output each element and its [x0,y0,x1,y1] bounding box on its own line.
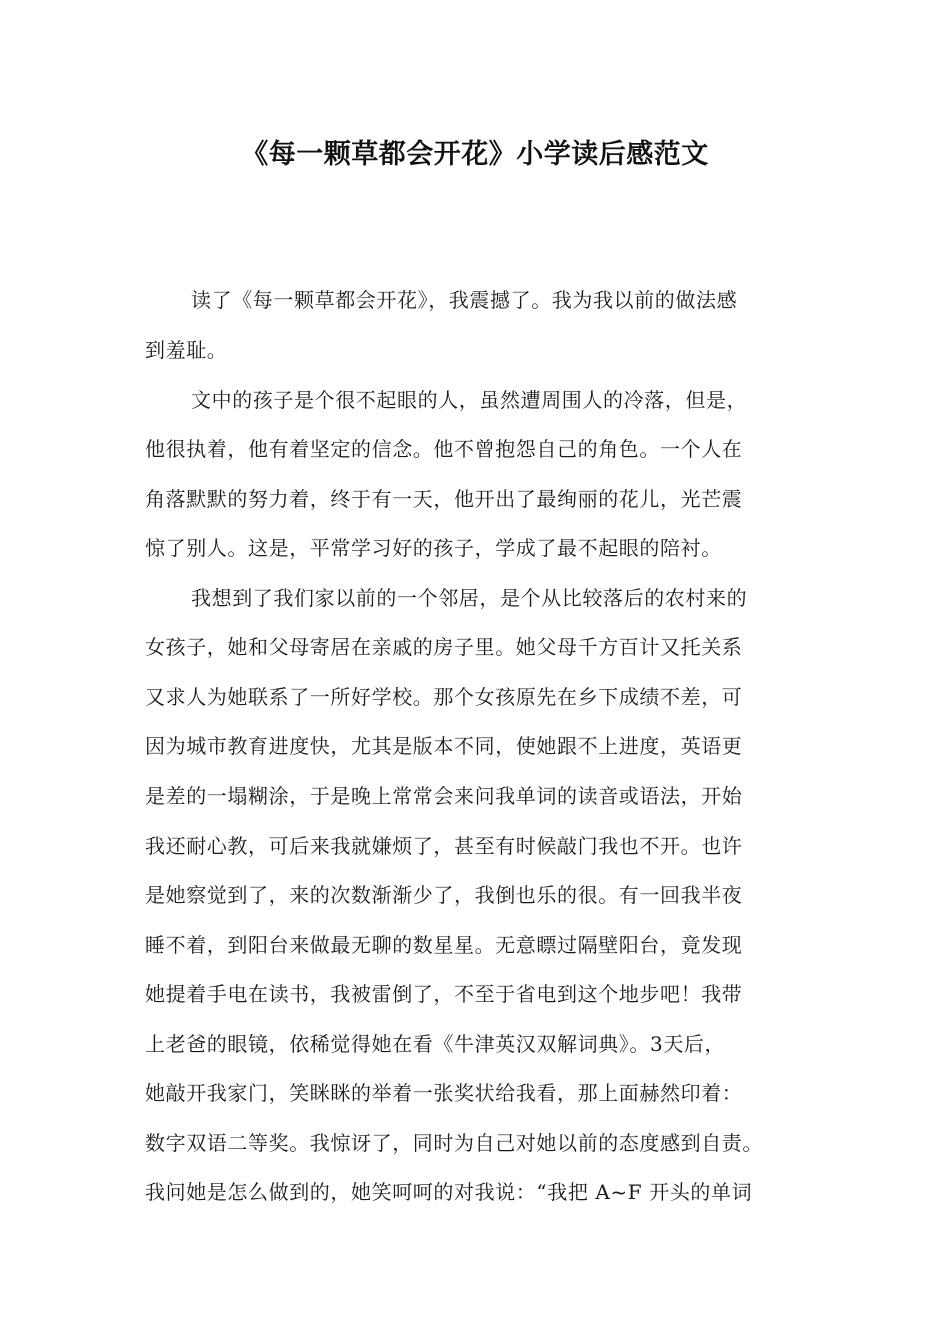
text-line: 是她察觉到了，来的次数渐渐少了，我倒也乐的很。有一回我半夜 [145,883,743,907]
text-line: 读了《每一颗草都会开花》，我震撼了。我为我以前的做法感 [191,288,738,312]
text-line: 文中的孩子是个很不起眼的人，虽然遭周围人的冷落，但是， [191,388,748,412]
text-line: 又求人为她联系了一所好学校。那个女孩原先在乡下成绩不差，可 [145,685,743,709]
document-title: 《每一颗草都会开花》小学读后感范文 [241,139,709,170]
text-line: 惊了别人。这是，平常学习好的孩子，学成了最不起眼的陪衬。 [145,536,722,560]
text-line: 睡不着，到阳台来做最无聊的数星星。无意瞟过隔壁阳台，竟发现 [145,933,743,957]
text-line: 她提着手电在读书，我被雷倒了，不至于省电到这个地步吧！我带 [145,982,743,1006]
text-line: 数字双语二等奖。我惊讶了，同时为自己对她以前的态度感到自责。 [145,1131,763,1155]
text-line: 她敲开我家门，笑眯眯的举着一张奖状给我看，那上面赫然印着： [145,1081,743,1105]
text-line: 我想到了我们家以前的一个邻居，是个从比较落后的农村来的 [191,586,748,610]
text-line: 我还耐心教，可后来我就嫌烦了，甚至有时候敲门我也不开。也许 [145,834,743,858]
text-line: 我问她是怎么做到的，她笑呵呵的对我说：“我把 A~F 开头的单词 [145,1180,753,1204]
text-line: 女孩子，她和父母寄居在亲戚的房子里。她父母千方百计又托关系 [145,635,743,659]
text-line: 因为城市教育进度快，尤其是版本不同，使她跟不上进度，英语更 [145,734,743,758]
text-line: 他很执着，他有着坚定的信念。他不曾抱怨自己的角色。一个人在 [145,437,743,461]
text-line: 角落默默的努力着，终于有一天，他开出了最绚丽的花儿，光芒震 [145,487,743,511]
text-line: 到羞耻。 [145,338,228,362]
text-line: 是差的一塌糊涂，于是晚上常常会来问我单词的读音或语法，开始 [145,784,743,808]
text-line: 上老爸的眼镜，依稀觉得她在看《牛津英汉双解词典》。3天后， [145,1032,726,1056]
